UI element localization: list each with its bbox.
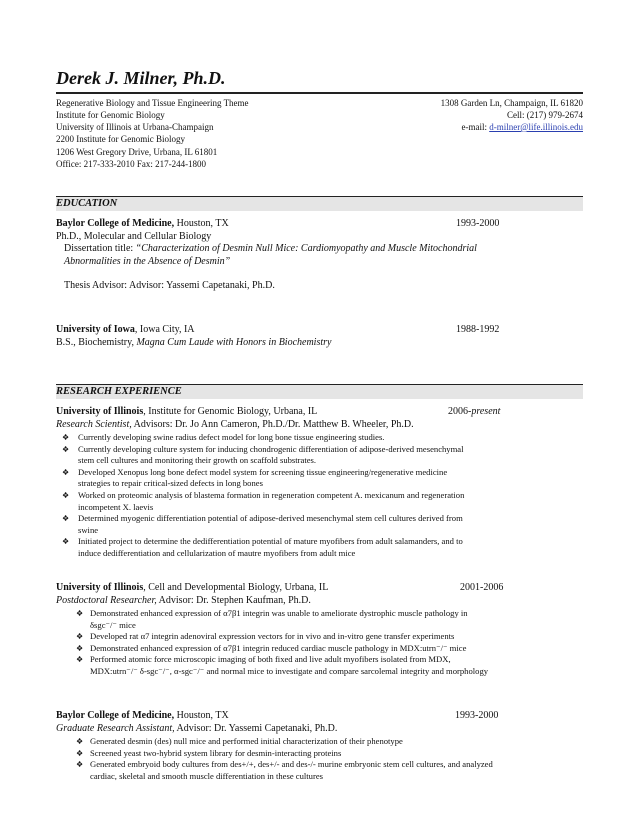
diamond-bullet-icon: ❖ bbox=[76, 748, 84, 758]
bullet-text-cont: strategies to repair critical-sized defects in long bones bbox=[78, 478, 263, 489]
bullet-text: Developed Xenopus long bone defect model system for screening tissue engineering/regenerative medicine bbox=[78, 466, 448, 477]
job-entry bbox=[56, 582, 583, 678]
job-role: Graduate Research Assistant, bbox=[56, 722, 175, 734]
bullet-text-cont: induce dedifferentiation and cellularization of mautre myofibers from adult mice bbox=[78, 547, 356, 558]
bullet-text-cont: incompetent X. laevis bbox=[78, 501, 154, 512]
org-name: University of Illinois bbox=[56, 582, 144, 593]
thesis-advisor: Thesis Advisor: Advisor: Yassemi Capetanaki, Ph.D. bbox=[64, 280, 275, 291]
contact-line: Institute for Genomic Biology bbox=[56, 110, 165, 120]
date-range: 2001-2006 bbox=[460, 582, 504, 593]
section-research-heading: RESEARCH EXPERIENCE bbox=[56, 384, 583, 399]
education-entry bbox=[56, 218, 583, 293]
bullet-item bbox=[56, 736, 583, 748]
diamond-bullet-icon: ❖ bbox=[76, 655, 84, 665]
header-rule bbox=[56, 92, 583, 94]
date-range: 1993-2000 bbox=[456, 218, 500, 229]
bullet-text-cont: stem cell cultures and monitoring their growth on scaffold substrates. bbox=[78, 455, 317, 466]
diamond-bullet-icon: ❖ bbox=[62, 444, 70, 454]
school-name: Baylor College of Medicine, bbox=[56, 218, 175, 229]
job-role: Research Scientist, bbox=[56, 418, 132, 430]
bullet-text-cont: cardiac, skeletal and smooth muscle differentiation in these cultures bbox=[90, 770, 323, 781]
school-location: Houston, TX bbox=[174, 218, 229, 229]
diamond-bullet-icon: ❖ bbox=[76, 760, 84, 770]
job-entry bbox=[56, 710, 583, 782]
email-link[interactable]: d-milner@life.illinois.edu bbox=[489, 122, 583, 132]
bullet-item bbox=[56, 432, 583, 444]
bullet-text: Currently developing culture system for inducing chondrogenic differentiation of adipose-derived mesenchymal bbox=[78, 443, 464, 454]
bullet-item bbox=[56, 467, 583, 490]
diamond-bullet-icon: ❖ bbox=[76, 632, 84, 642]
dissertation-title-cont: Abnormalities in the Absence of Desmin” bbox=[64, 255, 231, 267]
bullet-text: Generated embryoid body cultures from des+/+, des+/- and des-/- murine embryonic stem cell cultures, and analyzed bbox=[90, 759, 493, 770]
job-advisors: Advisor: Dr. Yassemi Capetanaki, Ph.D. bbox=[174, 722, 338, 734]
education-entry bbox=[56, 324, 583, 349]
bullet-item bbox=[56, 490, 583, 513]
job-role: Postdoctoral Researcher, bbox=[56, 594, 157, 606]
section-education-heading: EDUCATION bbox=[56, 196, 583, 211]
contact-line: Regenerative Biology and Tissue Engineering Theme bbox=[56, 98, 249, 108]
date-end: present bbox=[471, 406, 501, 417]
bullet-text: Demonstrated enhanced expression of α7β1 integrin was unable to ameliorate dystrophic muscle pathology in bbox=[90, 608, 468, 618]
email-label: e-mail: bbox=[461, 122, 490, 132]
diamond-bullet-icon: ❖ bbox=[62, 467, 70, 477]
diamond-bullet-icon: ❖ bbox=[62, 490, 70, 500]
degree: Ph.D., Molecular and Cellular Biology bbox=[56, 230, 212, 242]
resume-name: Derek J. Milner, Ph.D. bbox=[56, 68, 226, 88]
bullet-item bbox=[56, 513, 583, 536]
org-name: University of Illinois bbox=[56, 406, 144, 417]
org-dept: , Cell and Developmental Biology, Urbana, IL bbox=[143, 582, 329, 593]
contact-line: Office: 217-333-2010 Fax: 217-244-1800 bbox=[56, 159, 207, 169]
diamond-bullet-icon: ❖ bbox=[76, 609, 84, 618]
school-name: University of Iowa bbox=[56, 324, 135, 335]
bullet-text-cont: δsgc⁻/⁻ mice bbox=[90, 619, 136, 630]
contact-line: 2200 Institute for Genomic Biology bbox=[56, 134, 185, 144]
home-address: 1308 Garden Ln, Champaign, IL 61820 bbox=[440, 98, 583, 108]
dissertation-label: Dissertation title: bbox=[64, 243, 136, 254]
date-range: 1993-2000 bbox=[455, 710, 499, 721]
bullet-text: Generated desmin (des) null mice and performed initial characterization of their phenotype bbox=[90, 736, 403, 746]
bullet-item bbox=[56, 654, 583, 677]
bullet-text-cont: MDX:utrn⁻/⁻ δ-sgc⁻/⁻, α-sgc⁻/⁻ and normal mice to investigate and compare sarcolemal integrity and morphology bbox=[90, 665, 489, 676]
date-range bbox=[448, 406, 500, 419]
bullet-text: Screened yeast two-hybrid system library for desmin-interacting proteins bbox=[90, 747, 342, 758]
org-dept: Houston, TX bbox=[174, 710, 229, 721]
org-name: Baylor College of Medicine, bbox=[56, 710, 175, 721]
job-advisors: Advisors: Dr. Jo Ann Cameron, Ph.D./Dr. Matthew B. Wheeler, Ph.D. bbox=[131, 418, 414, 430]
honors: Magna Cum Laude with Honors in Biochemistry bbox=[136, 336, 332, 348]
date-range: 1988-1992 bbox=[456, 324, 500, 335]
dissertation-title: “Characterization of Desmin Null Mice: Cardiomyopathy and Muscle Mitochondrial bbox=[135, 243, 477, 254]
diamond-bullet-icon: ❖ bbox=[76, 643, 84, 653]
diamond-bullet-icon: ❖ bbox=[62, 514, 70, 524]
bullet-text: Demonstrated enhanced expression of α7β1 integrin reduced cardiac muscle pathology in MDX:utrn⁻/⁻ mice bbox=[90, 642, 467, 653]
bullet-item bbox=[56, 536, 583, 559]
bullet-text: Currently developing swine radius defect model for long bone tissue engineering studies. bbox=[78, 432, 385, 442]
contact-block bbox=[56, 97, 583, 170]
org-dept: , Institute for Genomic Biology, Urbana, IL bbox=[143, 406, 318, 417]
bullet-text: Worked on proteomic analysis of blastema formation in regeneration competent A. mexicanum and regeneration bbox=[78, 489, 465, 500]
job-entry bbox=[56, 406, 583, 560]
degree: B.S., Biochemistry, bbox=[56, 336, 137, 348]
bullet-text: Determined myogenic differentiation potential of adipose-derived mesenchymal stem cell cultures derived from bbox=[78, 513, 463, 524]
bullet-item bbox=[56, 748, 583, 760]
contact-line: University of Illinois at Urbana-Champaign bbox=[56, 122, 214, 132]
diamond-bullet-icon: ❖ bbox=[62, 433, 70, 442]
bullet-item bbox=[56, 444, 583, 467]
diamond-bullet-icon: ❖ bbox=[76, 737, 84, 746]
school-location: , Iowa City, IA bbox=[134, 324, 195, 335]
bullet-text: Performed atomic force microscopic imaging of both fixed and live adult myofibers isolated from MDX, bbox=[90, 654, 451, 665]
bullet-item bbox=[56, 759, 583, 782]
cell-phone: Cell: (217) 979-2674 bbox=[507, 110, 583, 120]
contact-line: 1206 West Gregory Drive, Urbana, IL 61801 bbox=[56, 147, 218, 157]
diamond-bullet-icon: ❖ bbox=[62, 537, 70, 547]
bullet-item bbox=[56, 643, 583, 655]
bullet-text: Initiated project to determine the dedifferentiation potential of mature myofibers from adult salamanders, and to bbox=[78, 536, 463, 547]
date-start: 2006- bbox=[448, 406, 472, 417]
email-line bbox=[461, 121, 583, 133]
bullet-item bbox=[56, 631, 583, 643]
job-advisors: Advisor: Dr. Stephen Kaufman, Ph.D. bbox=[156, 594, 311, 606]
bullet-text: Developed rat α7 integrin adenoviral expression vectors for in vivo and in-vitro gene transfer experiments bbox=[90, 631, 455, 642]
bullet-item bbox=[56, 608, 583, 631]
bullet-text-cont: swine bbox=[78, 524, 99, 535]
